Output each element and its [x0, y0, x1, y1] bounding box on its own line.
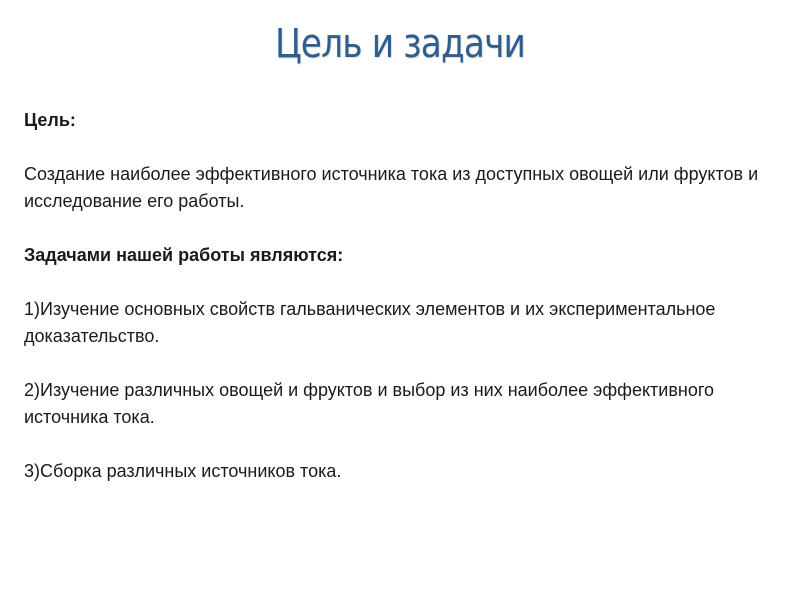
goal-heading: Цель: — [24, 110, 76, 130]
slide-title: Цель и задачи — [274, 21, 526, 67]
task-item-2: 2)Изучение различных овощей и фруктов и выбор из них наиболее эффективного источника тока. — [24, 380, 715, 427]
spacer — [24, 134, 784, 161]
tasks-heading: Задачами нашей работы являются: — [24, 245, 344, 265]
task-item-3: 3)Сборка различных источников тока. — [24, 461, 342, 481]
spacer — [24, 350, 784, 377]
spacer — [24, 269, 784, 296]
goal-text: Создание наиболее эффективного источника тока из доступных овощей или фруктов и исследование его работы. — [24, 164, 759, 211]
spacer — [24, 215, 784, 242]
task-item-1: 1)Изучение основных свойств гальванических элементов и их экспериментальное доказательство. — [24, 299, 716, 346]
slide-body — [24, 107, 784, 485]
spacer — [24, 431, 784, 458]
